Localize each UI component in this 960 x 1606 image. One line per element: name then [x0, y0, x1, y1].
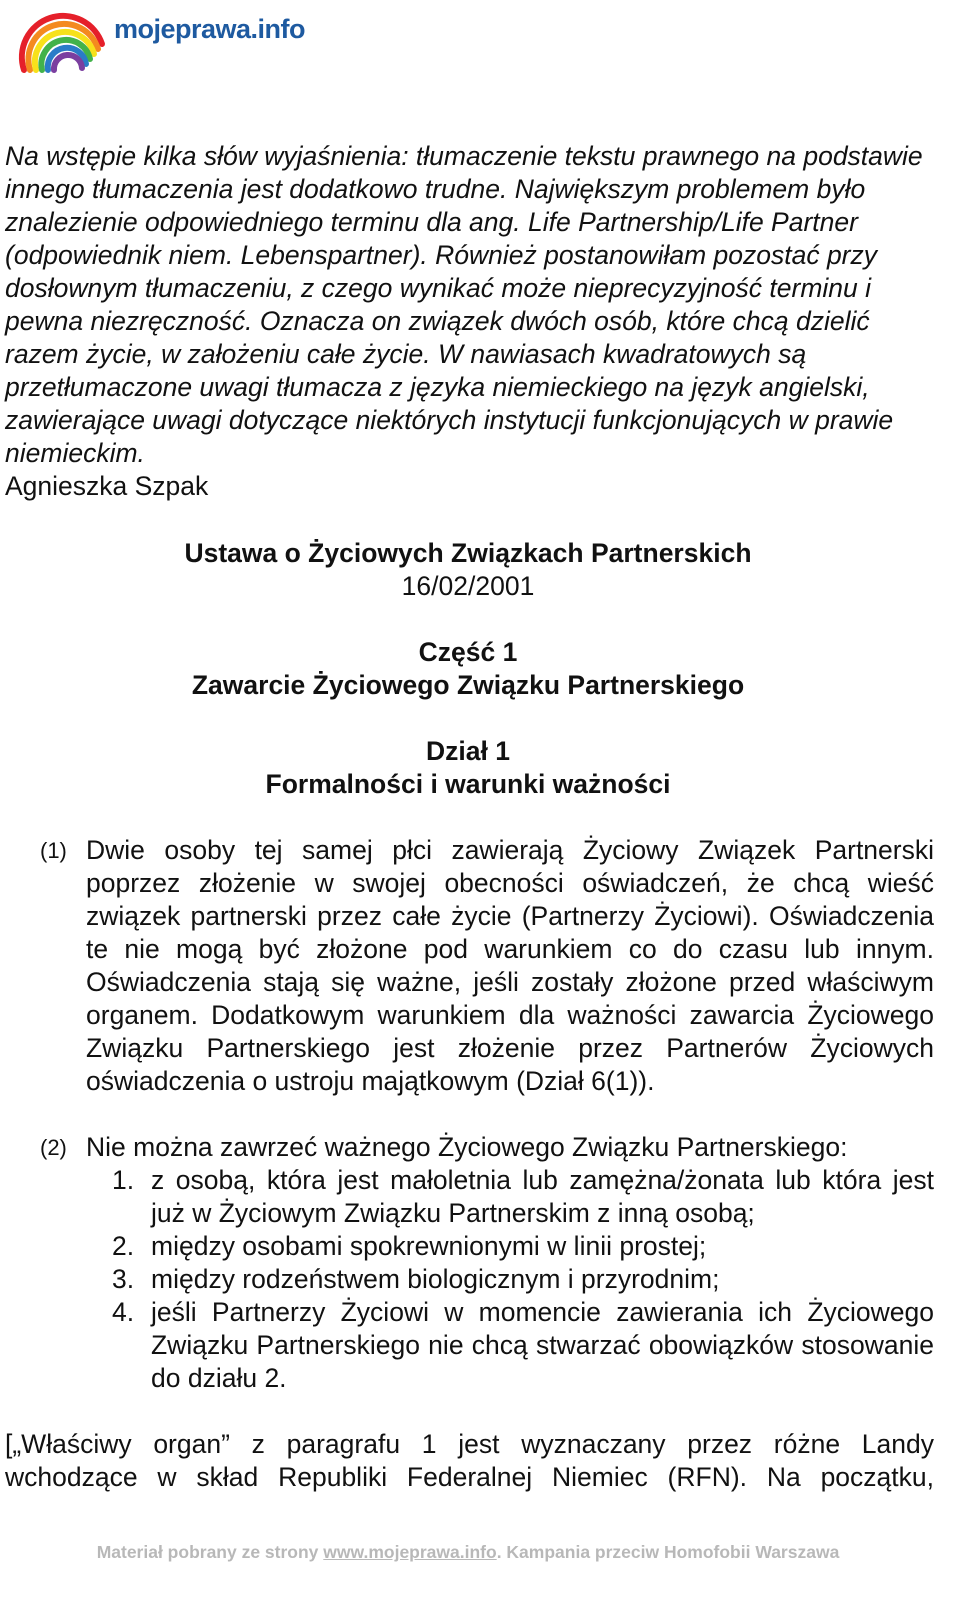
part-heading	[0, 636, 936, 702]
act-date: 16/02/2001	[401, 571, 535, 601]
site-logo[interactable]	[18, 4, 306, 74]
list-item: 4. jeśli Partnerzy Życiowi w momencie zawierania ich Życiowego Związku Partnerskiego nie chcą stwarzać obowiązków stosowanie do działu 2.	[112, 1297, 934, 1393]
logo-text: mojeprawa.info	[114, 14, 306, 44]
section-heading	[0, 735, 936, 801]
conditions-list	[112, 1164, 934, 1395]
rainbow-icon	[18, 4, 114, 74]
paragraph-text: Dwie osoby tej samej płci zawierają Życiowy Związek Partnerski poprzez złożenie w swojej obecności oświadczeń, że chcą wieść związek partnerski przez całe życie (Partnerzy Życiowi). Oświadczenia te nie mogą być złożone pod warunkiem co do czasu lub innym. Oświadczenia stają się ważne, jeśli zostały złożone przed właściwym organem. Dodatkowym warunkiem dla ważności zawarcia Życiowego Związku Partnerskiego jest złożenie przez Partnerów Życiowych oświadczenia o ustroju majątkowym (Dział 6(1)).	[86, 835, 934, 1096]
paragraph-number: (1)	[40, 838, 67, 863]
paragraph-2	[40, 1131, 934, 1164]
section-label: Dział 1	[426, 736, 510, 766]
paragraph-1	[40, 834, 934, 1098]
intro-note	[5, 140, 935, 503]
list-item: 3. między rodzeństwem biologicznym i przyrodnim;	[112, 1264, 720, 1294]
footer-prefix: Materiał pobrany ze strony	[96, 1542, 324, 1562]
footer-suffix: . Kampania przeciw Homofobii Warszawa	[496, 1542, 840, 1562]
part-label: Część 1	[418, 637, 518, 667]
footer-link[interactable]: www.mojeprawa.info	[323, 1542, 497, 1562]
list-item: 2. między osobami spokrewnionymi w linii prostej;	[112, 1231, 707, 1261]
translator-note: [„Właściwy organ” z paragrafu 1 jest wyznaczany przez różne Landy wchodzące w skład Republiki Federalnej Niemiec (RFN). Na początku,	[5, 1429, 934, 1492]
section-title: Formalności i warunki ważności	[265, 769, 671, 799]
paragraph-text: Nie można zawrzeć ważnego Życiowego Związku Partnerskiego:	[86, 1132, 848, 1162]
paragraph-number: (2)	[40, 1135, 67, 1160]
act-title: Ustawa o Życiowych Związkach Partnerskich	[184, 538, 752, 568]
act-heading	[0, 537, 936, 603]
page-footer	[0, 1542, 936, 1563]
part-title: Zawarcie Życiowego Związku Partnerskiego	[191, 670, 745, 700]
translator-signature: Agnieszka Szpak	[5, 471, 209, 501]
intro-text: Na wstępie kilka słów wyjaśnienia: tłumaczenie tekstu prawnego na podstawie innego tłumaczenia jest dodatkowo trudne. Największym problemem było znalezienie odpowiedniego terminu dla ang. Life Partnership/Life Partner (odpowiednik niem. Lebenspartner). Również postanowiłam pozostać przy dosłownym tłumaczeniu, z czego wynikać może nieprecyzyjność terminu i pewna niezręczność. Oznacza on związek dwóch osób, które chcą dzielić razem życie, w założeniu całe życie. W nawiasach kwadratowych są przetłumaczone uwagi tłumacza z języka niemieckiego na język angielski, zawierające uwagi dotyczące niektórych instytucji funkcjonujących w prawie niemieckim.	[5, 141, 923, 468]
list-item: 1. z osobą, która jest małoletnia lub zamężna/żonata lub która jest już w Życiowym Związku Partnerskim z inną osobą;	[112, 1165, 934, 1228]
